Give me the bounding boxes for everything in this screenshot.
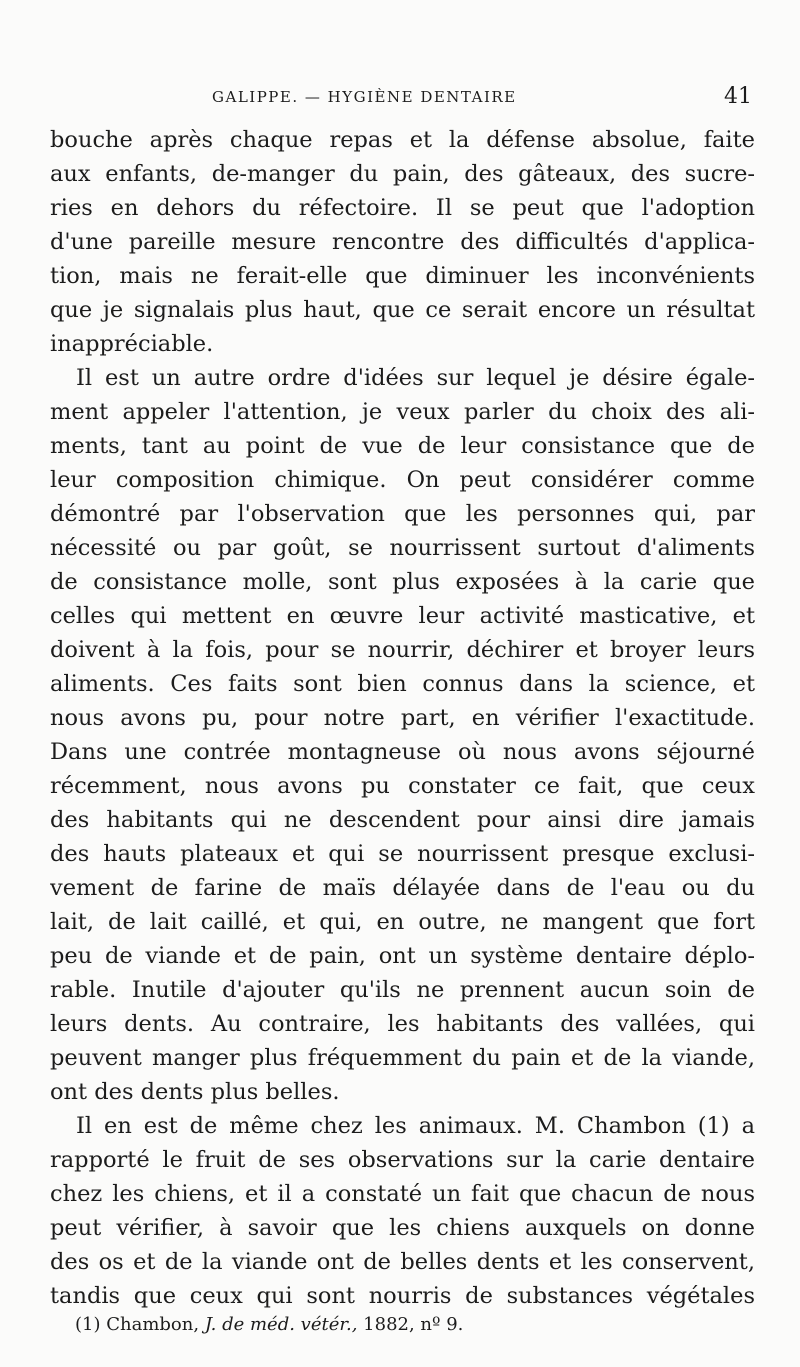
text-line: peuvent manger plus fréquemment du pain et de la viande, bbox=[50, 1045, 755, 1071]
text-line: d'une pareille mesure rencontre des difficultés d'applica- bbox=[50, 229, 755, 255]
text-line: inappréciable. bbox=[50, 331, 214, 357]
text-line: rable. Inutile d'ajouter qu'ils ne prennent aucun soin de bbox=[50, 977, 755, 1003]
text-line: des os et de la viande ont de belles dents et les conservent, bbox=[50, 1249, 755, 1275]
text-line: Dans une contrée montagneuse où nous avons séjourné bbox=[50, 739, 755, 765]
text-line: ment appeler l'attention, je veux parler du choix des ali- bbox=[50, 399, 755, 425]
text-line: de consistance molle, sont plus exposées à la carie que bbox=[50, 569, 755, 595]
footnote-marker: (1) bbox=[75, 1314, 101, 1335]
text-line: vement de farine de maïs délayée dans de l'eau ou du bbox=[50, 875, 755, 901]
footnote-author: Chambon, bbox=[106, 1314, 200, 1335]
text-line: peut vérifier, à savoir que les chiens auxquels on donne bbox=[50, 1215, 755, 1241]
footnote-details: 1882, nº 9. bbox=[363, 1314, 464, 1335]
text-line: démontré par l'observation que les personnes qui, par bbox=[50, 501, 755, 527]
text-line: lait, de lait caillé, et qui, en outre, ne mangent que fort bbox=[50, 909, 755, 935]
page-header bbox=[52, 84, 752, 118]
text-line: nous avons pu, pour notre part, en vérifier l'exactitude. bbox=[50, 705, 755, 731]
text-line: aux enfants, de-manger du pain, des gâteaux, des sucre- bbox=[50, 161, 755, 187]
text-line: celles qui mettent en œuvre leur activité masticative, et bbox=[50, 603, 755, 629]
text-line: leurs dents. Au contraire, les habitants des vallées, qui bbox=[50, 1011, 755, 1037]
text-line: chez les chiens, et il a constaté un fait que chacun de nous bbox=[50, 1181, 755, 1207]
text-line: Il en est de même chez les animaux. M. Chambon (1) a bbox=[76, 1113, 755, 1139]
text-line: doivent à la fois, pour se nourrir, déchirer et broyer leurs bbox=[50, 637, 755, 663]
text-line: rapporté le fruit de ses observations sur la carie dentaire bbox=[50, 1147, 755, 1173]
text-line: ont des dents plus belles. bbox=[50, 1079, 340, 1105]
page-number: 41 bbox=[724, 84, 752, 109]
footnote bbox=[75, 1314, 463, 1335]
text-line: aliments. Ces faits sont bien connus dans la science, et bbox=[50, 671, 755, 697]
text-line: ments, tant au point de vue de leur consistance que de bbox=[50, 433, 755, 459]
running-head: GALIPPE. — HYGIÈNE DENTAIRE bbox=[212, 88, 517, 106]
text-line: bouche après chaque repas et la défense absolue, faite bbox=[50, 127, 755, 153]
text-line: récemment, nous avons pu constater ce fait, que ceux bbox=[50, 773, 755, 799]
text-line: tandis que ceux qui sont nourris de substances végétales bbox=[50, 1283, 755, 1309]
body-text bbox=[50, 123, 755, 1313]
footnote-journal: J. de méd. vétér., bbox=[204, 1314, 358, 1335]
text-line: des habitants qui ne descendent pour ainsi dire jamais bbox=[50, 807, 755, 833]
text-line: leur composition chimique. On peut considérer comme bbox=[50, 467, 755, 493]
text-line: que je signalais plus haut, que ce serait encore un résultat bbox=[50, 297, 755, 323]
text-line: des hauts plateaux et qui se nourrissent presque exclusi- bbox=[50, 841, 755, 867]
text-line: ries en dehors du réfectoire. Il se peut que l'adoption bbox=[50, 195, 755, 221]
text-line: tion, mais ne ferait-elle que diminuer les inconvénients bbox=[50, 263, 755, 289]
text-line: Il est un autre ordre d'idées sur lequel je désire égale- bbox=[76, 365, 755, 391]
text-line: peu de viande et de pain, ont un système dentaire déplo- bbox=[50, 943, 755, 969]
text-line: nécessité ou par goût, se nourrissent surtout d'aliments bbox=[50, 535, 755, 561]
